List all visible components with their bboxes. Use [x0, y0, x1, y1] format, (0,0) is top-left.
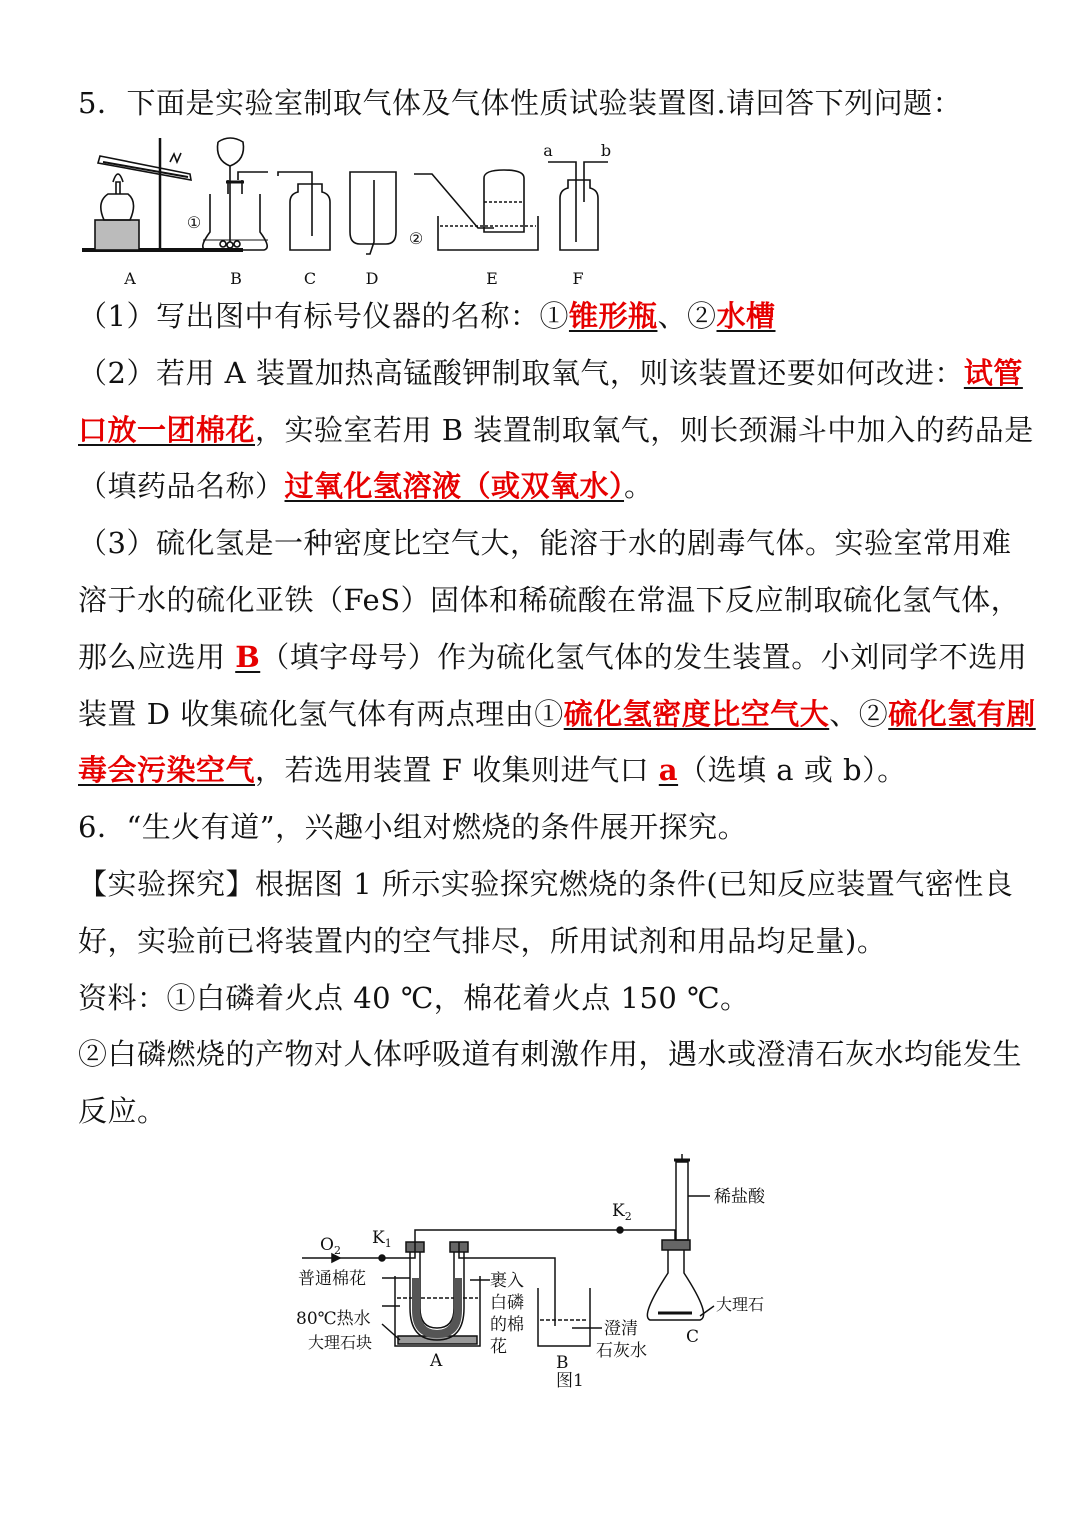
label-wrap-1: 裹入 — [490, 1271, 524, 1291]
figure-1-apparatus — [290, 1148, 790, 1388]
label-C: C — [686, 1327, 700, 1347]
q5-p2-line3: （填药品名称）过氧化氢溶液（或双氧水）。 — [78, 469, 654, 503]
q5-p3-line1: （3）硫化氢是一种密度比空气大，能溶于水的剧毒气体。实验室常用难 — [78, 526, 1012, 560]
q5-p1: （1）写出图中有标号仪器的名称：①锥形瓶、②水槽 — [78, 299, 776, 333]
q6-line2: 好，实验前已将装置内的空气排尽，所用试剂和用品均足量)。 — [78, 924, 887, 958]
q5-title: 5．下面是实验室制取气体及气体性质试验装置图.请回答下列问题： — [78, 86, 963, 120]
q6-line3: 资料：①白磷着火点 40 ℃，棉花着火点 150 ℃。 — [78, 981, 750, 1015]
q5-p3-line2: 溶于水的硫化亚铁（FeS）固体和稀硫酸在常温下反应制取硫化氢气体， — [78, 583, 1021, 617]
label-marble: 大理石 — [716, 1295, 765, 1314]
q6-line1: 【实验探究】根据图 1 所示实验探究燃烧的条件(已知反应装置气密性良 — [78, 867, 1014, 901]
answer-trough: 水槽 — [716, 299, 776, 333]
label-wrap-3: 的棉 — [490, 1315, 524, 1335]
marker-2: ② — [408, 229, 424, 248]
label-A: A — [124, 269, 136, 288]
label-hot-water: 80℃热水 — [296, 1309, 371, 1329]
q6-line5: 反应。 — [78, 1094, 167, 1128]
q5-p3-line4: 装置 D 收集硫化氢气体有两点理由①硫化氢密度比空气大、②硫化氢有剧 — [78, 697, 1036, 731]
label-B: B — [230, 269, 242, 288]
q5-p2-line2: 口放一团棉花，实验室若用 B 装置制取氧气，则长颈漏斗中加入的药品是 — [78, 413, 1034, 447]
label-D: D — [365, 269, 379, 288]
label-acid: 稀盐酸 — [714, 1187, 765, 1207]
label-wrap-2: 白磷 — [490, 1293, 524, 1313]
q5-p3-line5: 毒会污染空气，若选用装置 F 收集则进气口 a（选填 a 或 b）。 — [78, 753, 907, 787]
label-b: b — [600, 141, 612, 160]
label-lime-2: 石灰水 — [596, 1341, 647, 1361]
label-lime-1: 澄清 — [604, 1319, 638, 1339]
label-F: F — [572, 269, 584, 288]
marker-1: ① — [186, 213, 202, 232]
label-A: A — [430, 1351, 443, 1371]
label-k1: $K_1$ — [372, 1228, 392, 1250]
figure-caption: 图1 — [556, 1371, 584, 1388]
q5-p2-line1: （2）若用 A 装置加热高锰酸钾制取氧气，则该装置还要如何改进：试管 — [78, 356, 1023, 390]
label-marble-block: 大理石块 — [308, 1333, 373, 1352]
label-a: a — [543, 141, 553, 160]
answer-conical-flask: 锥形瓶 — [568, 299, 658, 333]
q6-line4: ②白磷燃烧的产物对人体呼吸道有刺激作用，遇水或澄清石灰水均能发生 — [78, 1037, 1023, 1071]
label-E: E — [486, 269, 498, 288]
q5-apparatus-figure — [78, 132, 638, 292]
label-o2: $O_2$ — [320, 1235, 341, 1257]
label-B: B — [556, 1353, 569, 1373]
label-k2: $K_2$ — [612, 1201, 632, 1223]
label-C: C — [303, 269, 317, 288]
q5-p3-line3: 那么应选用 B（填字母号）作为硫化氢气体的发生装置。小刘同学不选用 — [78, 640, 1028, 674]
label-wrap-4: 花 — [490, 1337, 507, 1357]
q6-title: 6．“生火有道”，兴趣小组对燃烧的条件展开探究。 — [78, 810, 748, 844]
label-cotton: 普通棉花 — [298, 1269, 366, 1289]
